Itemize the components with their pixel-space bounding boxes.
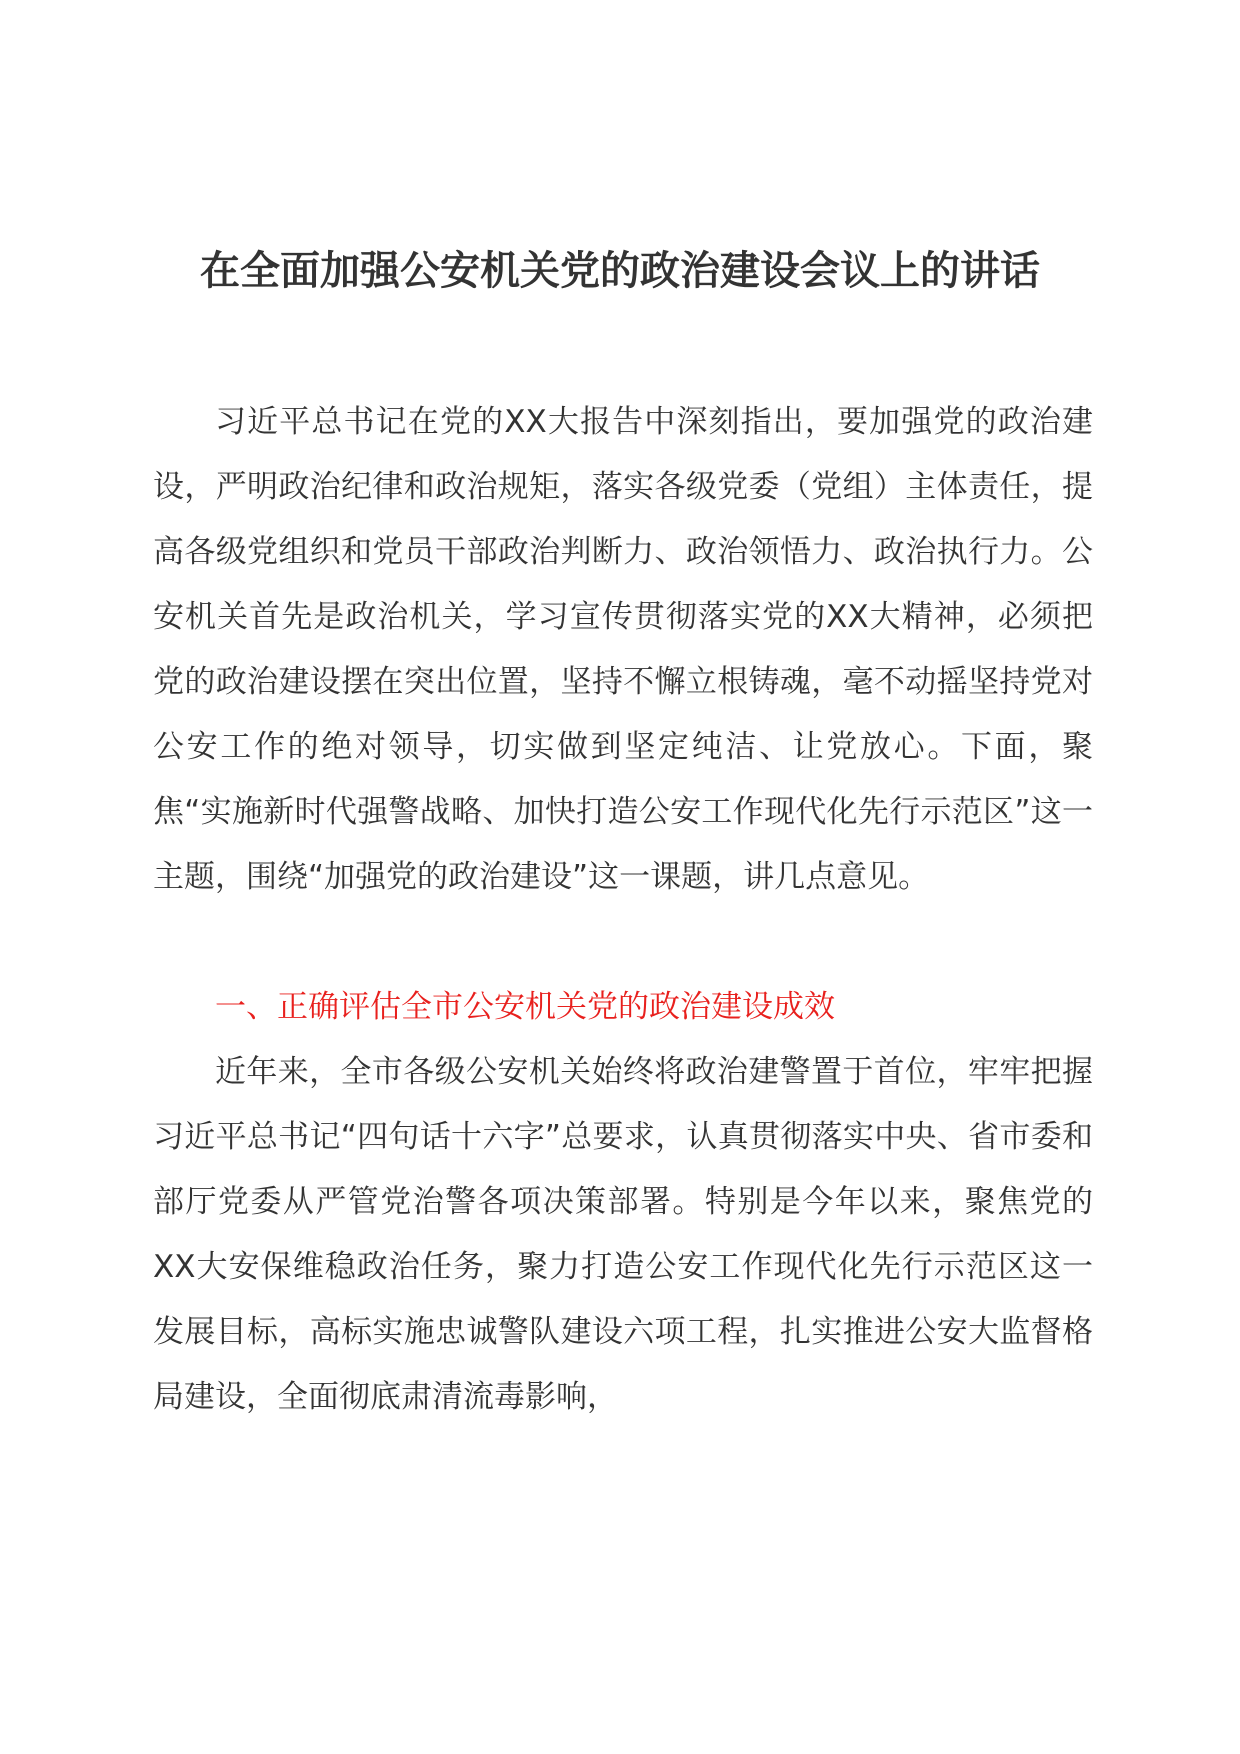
document-title: 在全面加强公安机关党的政治建设会议上的讲话 xyxy=(200,248,1040,294)
section-heading: 一、正确评估全市公安机关党的政治建设成效 xyxy=(215,989,835,1025)
body-paragraph-intro: 习近平总书记在党的XX大报告中深刻指出，要加强党的政治建设，严明政治纪律和政治规矩，落实各级党委（党组）主体责任，提高各级党组织和党员干部政治判断力、政治领悟力、政治执行力。公安机关首先是政治机关，学习宣传贯彻落实党的XX大精神，必须把党的政治建设摆在突出位置，坚持不懈立根铸魂，毫不动摇坚持党对公安工作的绝对领导，切实做到坚定纯洁、让党放心。下面，聚焦“实施新时代强警战略、加快打造公安工作现代化先行示范区”这一主题，围绕“加强党的政治建设”这一课题，讲几点意见。 xyxy=(153,404,1093,895)
body-paragraph-section-1: 近年来，全市各级公安机关始终将政治建警置于首位，牢牢把握习近平总书记“四句话十六字”总要求，认真贯彻落实中央、省市委和部厅党委从严管党治警各项决策部署。特别是今年以来，聚焦党的XX大安保维稳政治任务，聚力打造公安工作现代化先行示范区这一发展目标，高标实施忠诚警队建设六项工程，扎实推进公安大监督格局建设，全面彻底肃清流毒影响， xyxy=(153,1054,1093,1415)
